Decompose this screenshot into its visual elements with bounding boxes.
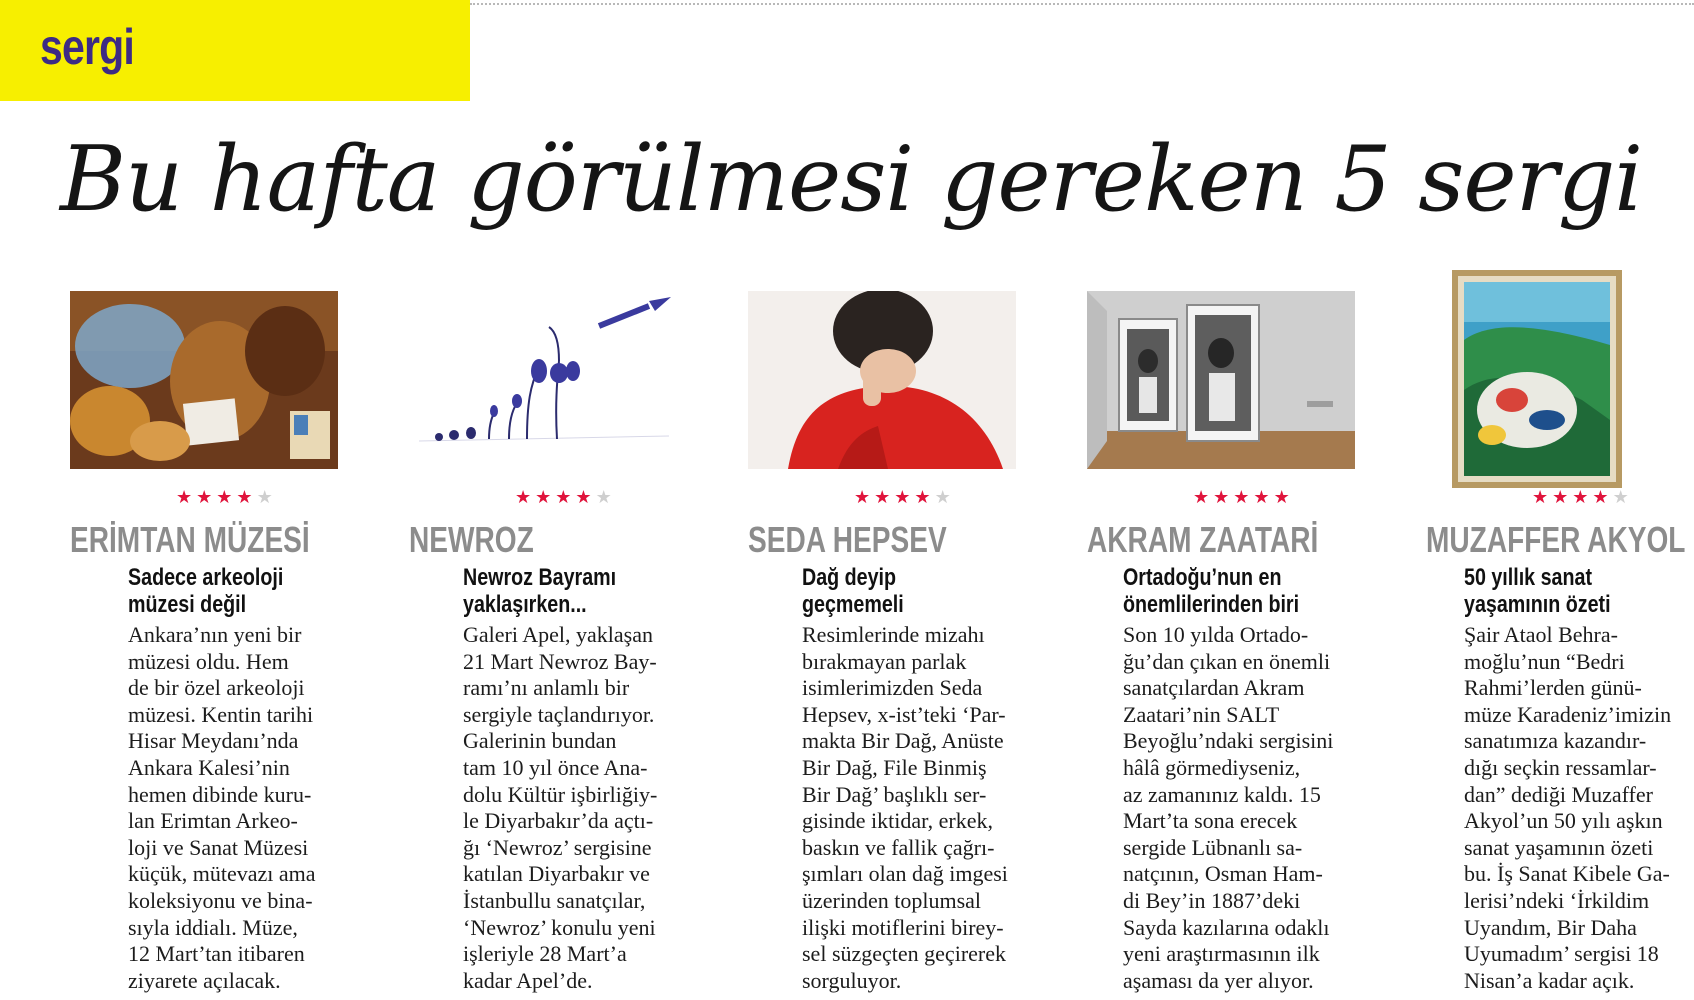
exhibition-subhead: Ortadoğu’nun en önemlilerinden biri <box>1123 564 1300 618</box>
star-filled-icon: ★ <box>236 487 257 508</box>
exhibition-description: Resimlerinde mizahı bırakmayan parlak isimlerimizden Seda Hepsev, x-ist’teki ‘Par- makta Bir Dağ, Anüste Bir Dağ, File Binmiş Bir Dağ’ başlıklı ser- gisinde iktidar, erkek, baskın ve fallik çağrı- şımları olan dağ imgesi üzerinden toplumsal ilişki motiflerini birey- sel süzgeçten geçirerek sorguluyor. <box>802 622 1008 993</box>
star-filled-icon: ★ <box>1193 487 1214 508</box>
star-filled-icon: ★ <box>1592 487 1613 508</box>
artist-name: SEDA HEPSEV <box>748 519 947 560</box>
star-filled-icon: ★ <box>1572 487 1593 508</box>
star-filled-icon: ★ <box>1233 487 1254 508</box>
exhibition-card-seda-hepsev <box>746 270 1076 993</box>
framed-landscape-image <box>1452 270 1622 488</box>
star-filled-icon: ★ <box>1532 487 1553 508</box>
star-filled-icon: ★ <box>914 487 935 508</box>
star-filled-icon: ★ <box>1273 487 1294 508</box>
star-filled-icon: ★ <box>1253 487 1274 508</box>
star-filled-icon: ★ <box>874 487 895 508</box>
rating-stars <box>176 487 277 508</box>
rating-stars <box>1193 487 1294 508</box>
exhibition-description: Son 10 yılda Ortado- ğu’dan çıkan en önemli sanatçılardan Akram Zaatari’nin SALT Beyoğlu’ndaki sergisini hâlâ görmediyseniz, az zamanınız kaldı. 15 Mart’ta sona erecek sergide Lübnanlı sa- natçının, Osman Ham- di Bey’in 1887’deki Sayda kazılarına odaklı yeni araştırmasının ilk aşaması da yer alıyor. <box>1123 622 1334 993</box>
star-empty-icon: ★ <box>934 487 955 508</box>
exhibition-card-erimtan <box>68 270 398 993</box>
rating-stars <box>854 487 955 508</box>
star-filled-icon: ★ <box>894 487 915 508</box>
exhibition-card-akram-zaatari <box>1085 270 1415 993</box>
artist-name: NEWROZ <box>409 519 534 560</box>
star-empty-icon: ★ <box>595 487 616 508</box>
exhibition-description: Ankara’nın yeni bir müzesi oldu. Hem de bir özel arkeoloji müzesi. Kentin tarihi Hisar Meydanı’nda Ankara Kalesi’nin hemen dibinde kuru- lan Erimtan Arkeo- loji ve Sanat Müzesi küçük, mütevazı ama koleksiyonu ve bina- sıyla iddialı. Müze, 12 Mart’tan itibaren ziyarete açılacak. <box>128 622 316 993</box>
section-tab <box>0 0 470 101</box>
star-filled-icon: ★ <box>555 487 576 508</box>
headline: Bu hafta görülmesi gereken 5 sergi <box>60 127 1643 232</box>
plant-sketch-image <box>409 291 677 469</box>
artist-name: AKRAM ZAATARİ <box>1087 519 1319 560</box>
star-filled-icon: ★ <box>854 487 875 508</box>
star-filled-icon: ★ <box>575 487 596 508</box>
star-empty-icon: ★ <box>1612 487 1633 508</box>
exhibition-subhead: Dağ deyip geçmemeli <box>802 564 904 618</box>
exhibition-card-muzaffer-akyol <box>1424 270 1694 993</box>
dotted-rule <box>470 3 1694 5</box>
star-filled-icon: ★ <box>176 487 197 508</box>
artist-name: MUZAFFER AKYOL <box>1426 519 1686 560</box>
star-filled-icon: ★ <box>1552 487 1573 508</box>
exhibition-subhead: Sadece arkeoloji müzesi değil <box>128 564 284 618</box>
artist-name: ERİMTAN MÜZESİ <box>70 519 310 560</box>
gallery-photos-image <box>1087 291 1355 469</box>
section-label: sergi <box>40 19 134 75</box>
exhibition-description: Galeri Apel, yaklaşan 21 Mart Newroz Bay- ramı’nı anlamlı bir sergiyle taçlandırıyor. Galerinin bundan tam 10 yıl önce Ana- dolu Kültür işbirliğiy- le Diyarbakır’da açtı- ğı ‘Newroz’ sergisine katılan Diyarbakır ve İstanbullu sanatçılar, ‘Newroz’ konulu yeni işleriyle 28 Mart’a kadar Apel’de. <box>463 622 658 993</box>
exhibition-description: Şair Ataol Behra- moğlu’nun “Bedri Rahmi’lerden günü- müze Karadeniz’imizin sanatımıza kazandır- dığı seçkin ressamlar- dan” dediği Muzaffer Akyol’un 50 yılı aşkın sanat yaşamının özeti bu. İş Sanat Kibele Ga- lerisi’ndeki ‘İrkildim Uyandım, Bir Daha Uyumadım’ sergisi 18 Nisan’a kadar açık. <box>1464 622 1672 993</box>
exhibition-card-newroz <box>407 270 737 993</box>
fresco-painting-image <box>70 291 338 469</box>
star-empty-icon: ★ <box>256 487 277 508</box>
star-filled-icon: ★ <box>1213 487 1234 508</box>
rating-stars <box>1532 487 1633 508</box>
star-filled-icon: ★ <box>196 487 217 508</box>
star-filled-icon: ★ <box>216 487 237 508</box>
red-sweater-figure-image <box>748 291 1016 469</box>
star-filled-icon: ★ <box>515 487 536 508</box>
exhibition-subhead: 50 yıllık sanat yaşamının özeti <box>1464 564 1611 618</box>
exhibition-subhead: Newroz Bayramı yaklaşırken... <box>463 564 617 618</box>
star-filled-icon: ★ <box>535 487 556 508</box>
rating-stars <box>515 487 616 508</box>
